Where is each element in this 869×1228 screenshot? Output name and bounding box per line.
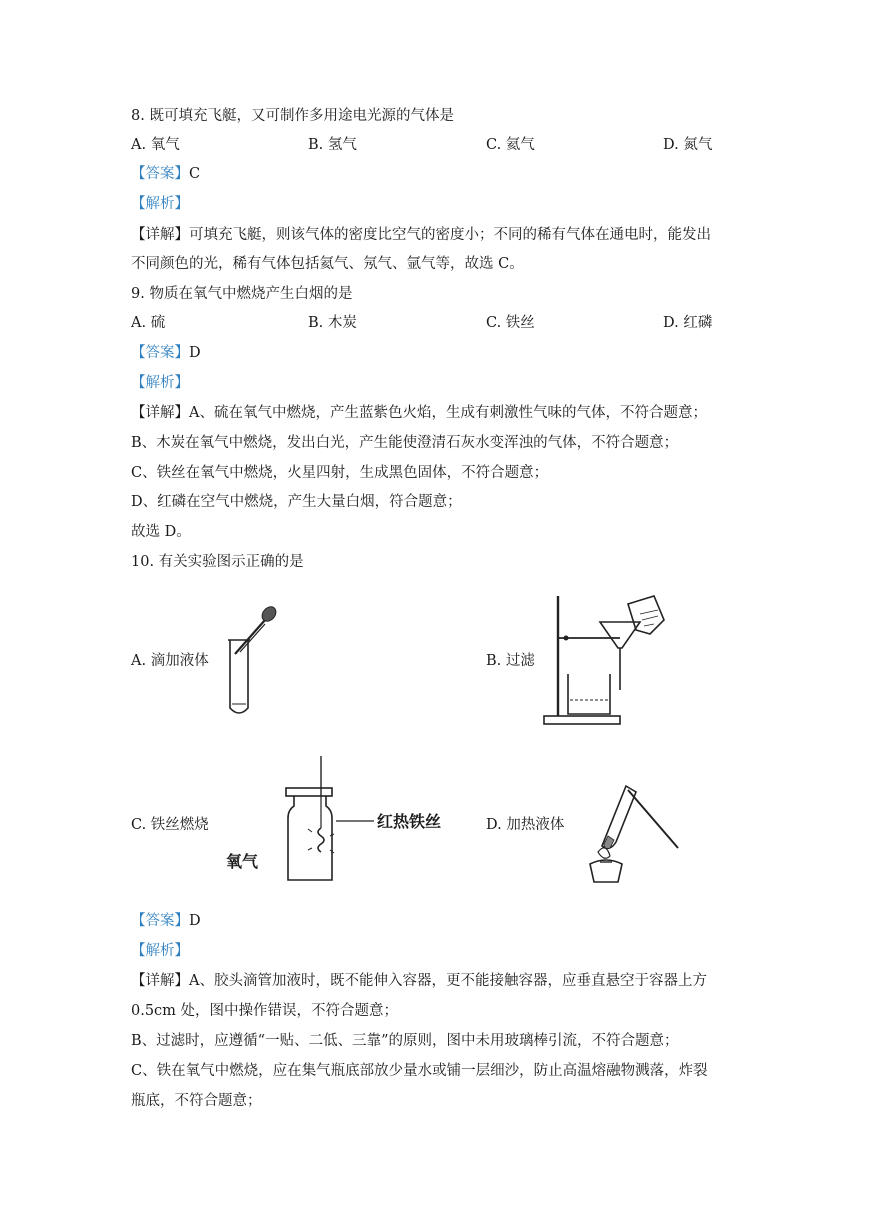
dropper-tube-figure (215, 600, 285, 720)
q10-option-a: A. 滴加液体 (131, 653, 209, 669)
q9-stem: 9. 物质在氧气中燃烧产生白烟的是 (131, 286, 353, 302)
q9-option-b: B. 木炭 (308, 315, 357, 331)
q9-option-c: C. 铁丝 (486, 315, 535, 331)
iron-wire-jar-figure (268, 756, 338, 886)
iron-wire-label: 红热铁丝 (377, 812, 442, 831)
q9-detail-line-3: C、铁丝在氧气中燃烧，火星四射，生成黑色固体，不符合题意； (131, 465, 549, 481)
q9-option-a: A. 硫 (131, 315, 166, 331)
answer-tag: 【答案】 (131, 345, 189, 361)
q8-option-a: A. 氧气 (131, 137, 180, 153)
answer-tag: 【答案】 (131, 913, 189, 929)
answer-value: D (189, 913, 201, 929)
q10-detail-line-1: 【详解】A、胶头滴管加液时，既不能伸入容器，更不能接触容器，应垂直悬空于容器上方 (131, 973, 707, 989)
q8-analysis-tag: 【解析】 (131, 196, 189, 212)
heating-liquid-figure (578, 778, 688, 888)
answer-value: D (189, 345, 201, 361)
q10-detail-line-2: 0.5cm 处，图中操作错误，不符合题意； (131, 1003, 399, 1019)
q8-stem: 8. 既可填充飞艇，又可制作多用途电光源的气体是 (131, 108, 454, 124)
q8-option-d: D. 氮气 (663, 137, 713, 153)
q10-option-b: B. 过滤 (486, 653, 535, 669)
answer-value: C (189, 166, 201, 182)
q8-detail-line-2: 不同颜色的光，稀有气体包括氦气、氖气、氩气等，故选 C。 (131, 256, 524, 272)
filtration-figure (540, 590, 670, 730)
q9-detail-line-1: 【详解】A、硫在氧气中燃烧，产生蓝紫色火焰，生成有刺激性气味的气体，不符合题意； (131, 405, 707, 421)
q8-option-b: B. 氢气 (308, 137, 357, 153)
q9-analysis-tag: 【解析】 (131, 375, 189, 391)
q9-detail-line-4: D、红磷在空气中燃烧，产生大量白烟，符合题意； (131, 494, 462, 510)
q9-detail-line-5: 故选 D。 (131, 524, 191, 540)
q10-analysis-tag: 【解析】 (131, 943, 189, 959)
q9-detail-line-2: B、木炭在氧气中燃烧，发出白光，产生能使澄清石灰水变浑浊的气体，不符合题意； (131, 435, 679, 451)
oxygen-label: 氧气 (226, 852, 259, 871)
q10-detail-line-5: 瓶底，不符合题意； (131, 1093, 262, 1109)
answer-tag: 【答案】 (131, 166, 189, 182)
q9-option-d: D. 红磷 (663, 315, 713, 331)
q10-detail-line-3: B、过滤时，应遵循“一贴、二低、三靠”的原则，图中未用玻璃棒引流，不符合题意； (131, 1033, 679, 1049)
q10-stem: 10. 有关实验图示正确的是 (131, 554, 304, 570)
q10-detail-line-4: C、铁在氧气中燃烧，应在集气瓶底部放少量水或铺一层细沙，防止高温熔融物溅落，炸裂 (131, 1063, 708, 1079)
q10-option-c: C. 铁丝燃烧 (131, 817, 209, 833)
q9-answer (131, 343, 201, 363)
q8-option-c: C. 氦气 (486, 137, 535, 153)
q8-detail-line-1: 【详解】可填充飞艇，则该气体的密度比空气的密度小；不同的稀有气体在通电时，能发出 (131, 227, 711, 243)
label-pointer-line (336, 816, 376, 826)
q10-answer (131, 911, 201, 931)
q10-option-d: D. 加热液体 (486, 817, 565, 833)
q8-answer (131, 164, 200, 184)
